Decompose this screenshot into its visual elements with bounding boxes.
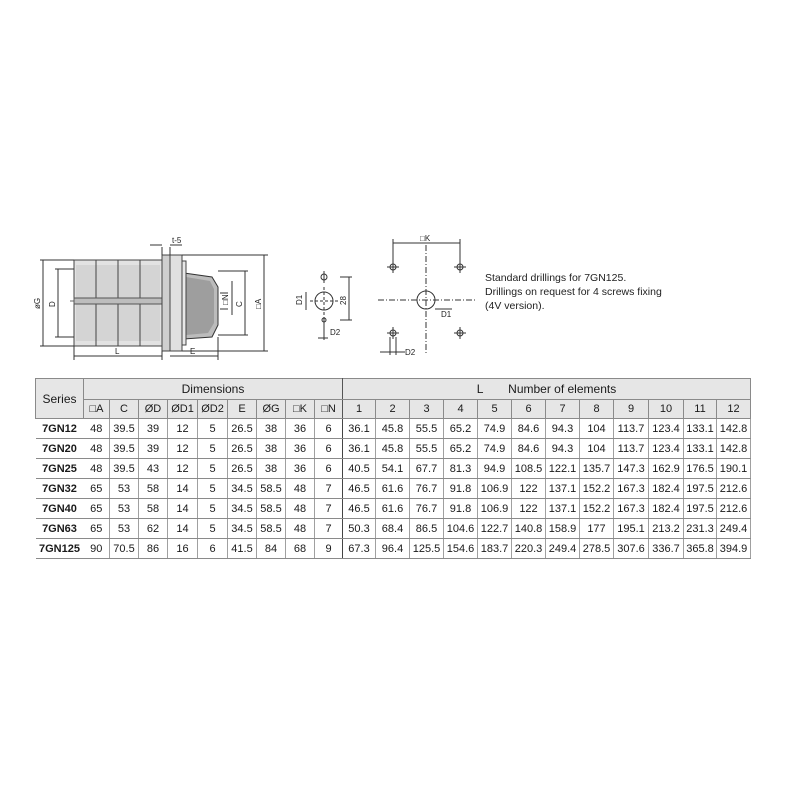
dimension-cell: 6 xyxy=(315,459,343,479)
column-headers xyxy=(36,400,751,419)
length-cell: 249.4 xyxy=(717,519,751,539)
dimension-cell: 86 xyxy=(139,539,168,559)
element-column-header: 8 xyxy=(580,400,614,419)
length-cell: 167.3 xyxy=(614,479,649,499)
length-cell: 135.7 xyxy=(580,459,614,479)
dimension-cell: 70.5 xyxy=(110,539,139,559)
series-header: Series xyxy=(36,379,84,419)
length-cell: 113.7 xyxy=(614,439,649,459)
dimensions-table xyxy=(35,378,751,559)
length-cell: 50.3 xyxy=(343,519,376,539)
element-column-header: 6 xyxy=(512,400,546,419)
length-cell: 142.8 xyxy=(717,419,751,439)
length-cell: 65.2 xyxy=(444,439,478,459)
dimension-cell: 5 xyxy=(198,499,228,519)
length-cell: 61.6 xyxy=(376,499,410,519)
length-cell: 45.8 xyxy=(376,419,410,439)
dimension-cell: 84 xyxy=(257,539,286,559)
length-cell: 67.7 xyxy=(410,459,444,479)
dim-label-d1-right: D1 xyxy=(441,310,452,319)
length-cell: 167.3 xyxy=(614,499,649,519)
dimension-cell: 38 xyxy=(257,419,286,439)
length-cell: 123.4 xyxy=(649,419,684,439)
series-cell: 7GN125 xyxy=(36,539,84,559)
table-row xyxy=(36,519,751,539)
length-cell: 190.1 xyxy=(717,459,751,479)
dim-column-header: □K xyxy=(286,400,315,419)
length-cell: 61.6 xyxy=(376,479,410,499)
length-cell: 137.1 xyxy=(546,499,580,519)
dimension-cell: 26.5 xyxy=(228,419,257,439)
length-cell: 113.7 xyxy=(614,419,649,439)
drilling-notes xyxy=(485,271,662,313)
length-cell: 84.6 xyxy=(512,439,546,459)
dim-label-g: øG xyxy=(33,297,42,309)
element-column-header: 9 xyxy=(614,400,649,419)
dimension-cell: 14 xyxy=(168,519,198,539)
dimension-cell: 65 xyxy=(84,479,110,499)
note-line-2: Drillings on request for 4 screws fixing xyxy=(485,286,662,298)
dim-column-header: C xyxy=(110,400,139,419)
length-cell: 142.8 xyxy=(717,439,751,459)
length-cell: 104.6 xyxy=(444,519,478,539)
dimension-cell: 65 xyxy=(84,519,110,539)
dim-column-header: ØD1 xyxy=(168,400,198,419)
dimension-cell: 58 xyxy=(139,499,168,519)
dimension-cell: 6 xyxy=(198,539,228,559)
side-view-drawing xyxy=(40,245,268,360)
length-cell: 40.5 xyxy=(343,459,376,479)
length-cell: 91.8 xyxy=(444,479,478,499)
dimension-cell: 12 xyxy=(168,459,198,479)
length-cell: 213.2 xyxy=(649,519,684,539)
dimension-cell: 48 xyxy=(84,439,110,459)
dim-label-a: □A xyxy=(254,298,263,309)
dimension-cell: 39 xyxy=(139,439,168,459)
technical-drawings xyxy=(0,225,800,365)
table-row xyxy=(36,499,751,519)
length-cell: 86.5 xyxy=(410,519,444,539)
series-cell: 7GN32 xyxy=(36,479,84,499)
dimension-cell: 53 xyxy=(110,499,139,519)
dimension-cell: 36 xyxy=(286,459,315,479)
length-cell: 182.4 xyxy=(649,479,684,499)
dimension-cell: 38 xyxy=(257,459,286,479)
length-cell: 147.3 xyxy=(614,459,649,479)
dimension-cell: 7 xyxy=(315,479,343,499)
dim-label-l: L xyxy=(115,347,120,356)
dimension-cell: 5 xyxy=(198,479,228,499)
dimensions-header: Dimensions xyxy=(84,379,343,400)
length-cell: 46.5 xyxy=(343,479,376,499)
dimension-cell: 9 xyxy=(315,539,343,559)
length-cell: 94.3 xyxy=(546,439,580,459)
table-row xyxy=(36,439,751,459)
dimension-cell: 41.5 xyxy=(228,539,257,559)
length-cell: 84.6 xyxy=(512,419,546,439)
dimension-cell: 58.5 xyxy=(257,499,286,519)
dimension-cell: 68 xyxy=(286,539,315,559)
length-cell: 68.4 xyxy=(376,519,410,539)
dimension-cell: 53 xyxy=(110,479,139,499)
length-cell: 36.1 xyxy=(343,439,376,459)
element-column-header: 3 xyxy=(410,400,444,419)
dimension-cell: 39 xyxy=(139,419,168,439)
length-cell: 278.5 xyxy=(580,539,614,559)
length-cell: 154.6 xyxy=(444,539,478,559)
length-cell: 307.6 xyxy=(614,539,649,559)
dimension-cell: 36 xyxy=(286,439,315,459)
dimension-cell: 58.5 xyxy=(257,519,286,539)
length-cell: 106.9 xyxy=(478,499,512,519)
length-cell: 152.2 xyxy=(580,499,614,519)
length-cell: 336.7 xyxy=(649,539,684,559)
length-cell: 197.5 xyxy=(684,499,717,519)
dim-column-header: ØG xyxy=(257,400,286,419)
dimension-cell: 65 xyxy=(84,499,110,519)
dimension-cell: 58.5 xyxy=(257,479,286,499)
length-cell: 125.5 xyxy=(410,539,444,559)
element-column-header: 1 xyxy=(343,400,376,419)
element-column-header: 2 xyxy=(376,400,410,419)
length-cell: 394.9 xyxy=(717,539,751,559)
length-cell: 183.7 xyxy=(478,539,512,559)
dimension-cell: 5 xyxy=(198,459,228,479)
length-cell: 76.7 xyxy=(410,479,444,499)
note-line-1: Standard drillings for 7GN125. xyxy=(485,272,627,284)
length-cell: 176.5 xyxy=(684,459,717,479)
element-column-header: 10 xyxy=(649,400,684,419)
l-header: L xyxy=(476,382,484,396)
length-cell: 94.9 xyxy=(478,459,512,479)
length-cell: 94.3 xyxy=(546,419,580,439)
table-body xyxy=(36,419,751,559)
dimension-cell: 48 xyxy=(286,519,315,539)
length-cell: 123.4 xyxy=(649,439,684,459)
length-cell: 212.6 xyxy=(717,479,751,499)
dimension-cell: 39.5 xyxy=(110,459,139,479)
element-column-header: 5 xyxy=(478,400,512,419)
dimension-cell: 48 xyxy=(286,479,315,499)
dim-label-k: □K xyxy=(420,234,431,243)
length-cell: 122 xyxy=(512,479,546,499)
dim-column-header: E xyxy=(228,400,257,419)
length-cell: 182.4 xyxy=(649,499,684,519)
series-cell: 7GN63 xyxy=(36,519,84,539)
length-cell: 365.8 xyxy=(684,539,717,559)
dim-label-d1-left: D1 xyxy=(295,294,304,305)
dimension-cell: 12 xyxy=(168,419,198,439)
dim-label-t: t-5 xyxy=(172,236,182,245)
series-cell: 7GN12 xyxy=(36,419,84,439)
dimension-cell: 39.5 xyxy=(110,439,139,459)
length-cell: 177 xyxy=(580,519,614,539)
element-column-header: 12 xyxy=(717,400,751,419)
dimension-cell: 34.5 xyxy=(228,479,257,499)
length-cell: 55.5 xyxy=(410,419,444,439)
length-cell: 106.9 xyxy=(478,479,512,499)
dim-label-28: 28 xyxy=(339,296,348,305)
dimension-cell: 48 xyxy=(84,459,110,479)
note-line-3: (4V version). xyxy=(485,300,545,312)
dimension-cell: 5 xyxy=(198,419,228,439)
dimension-cell: 53 xyxy=(110,519,139,539)
dimension-cell: 14 xyxy=(168,479,198,499)
table-row xyxy=(36,459,751,479)
dimension-cell: 39.5 xyxy=(110,419,139,439)
dimension-cell: 7 xyxy=(315,499,343,519)
length-cell: 137.1 xyxy=(546,479,580,499)
dimension-cell: 16 xyxy=(168,539,198,559)
dimension-cell: 26.5 xyxy=(228,459,257,479)
length-cell: 54.1 xyxy=(376,459,410,479)
element-column-header: 7 xyxy=(546,400,580,419)
dimension-cell: 62 xyxy=(139,519,168,539)
drilling-pattern-right xyxy=(378,239,476,355)
dim-label-e: E xyxy=(190,347,196,356)
length-cell: 231.3 xyxy=(684,519,717,539)
length-cell: 55.5 xyxy=(410,439,444,459)
length-cell: 122.7 xyxy=(478,519,512,539)
length-cell: 249.4 xyxy=(546,539,580,559)
length-cell: 81.3 xyxy=(444,459,478,479)
dimension-cell: 48 xyxy=(84,419,110,439)
element-column-header: 11 xyxy=(684,400,717,419)
dimension-cell: 34.5 xyxy=(228,499,257,519)
table-row xyxy=(36,479,751,499)
length-cell: 122 xyxy=(512,499,546,519)
length-cell: 74.9 xyxy=(478,419,512,439)
table-row xyxy=(36,419,751,439)
length-cell: 162.9 xyxy=(649,459,684,479)
drawing-svg xyxy=(0,225,800,365)
dimension-cell: 14 xyxy=(168,499,198,519)
dim-label-d: D xyxy=(48,301,57,307)
length-cell: 45.8 xyxy=(376,439,410,459)
dimension-cell: 12 xyxy=(168,439,198,459)
dim-column-header: □N xyxy=(315,400,343,419)
length-cell: 104 xyxy=(580,439,614,459)
length-cell: 133.1 xyxy=(684,419,717,439)
length-cell: 158.9 xyxy=(546,519,580,539)
number-of-elements-header xyxy=(343,379,751,400)
dimension-cell: 6 xyxy=(315,419,343,439)
dimension-cell: 5 xyxy=(198,519,228,539)
table-row xyxy=(36,539,751,559)
element-column-header: 4 xyxy=(444,400,478,419)
length-cell: 140.8 xyxy=(512,519,546,539)
dimension-cell: 43 xyxy=(139,459,168,479)
length-cell: 133.1 xyxy=(684,439,717,459)
dimension-cell: 7 xyxy=(315,519,343,539)
dimension-cell: 90 xyxy=(84,539,110,559)
length-cell: 122.1 xyxy=(546,459,580,479)
dimension-cell: 36 xyxy=(286,419,315,439)
series-cell: 7GN25 xyxy=(36,459,84,479)
dim-column-header: ØD xyxy=(139,400,168,419)
length-cell: 65.2 xyxy=(444,419,478,439)
length-cell: 96.4 xyxy=(376,539,410,559)
dimension-cell: 6 xyxy=(315,439,343,459)
dimension-cell: 58 xyxy=(139,479,168,499)
series-cell: 7GN20 xyxy=(36,439,84,459)
length-cell: 197.5 xyxy=(684,479,717,499)
elements-header: Number of elements xyxy=(508,382,617,396)
dim-column-header: ØD2 xyxy=(198,400,228,419)
dimension-cell: 26.5 xyxy=(228,439,257,459)
length-cell: 91.8 xyxy=(444,499,478,519)
dimension-cell: 38 xyxy=(257,439,286,459)
length-cell: 76.7 xyxy=(410,499,444,519)
length-cell: 220.3 xyxy=(512,539,546,559)
dimension-cell: 48 xyxy=(286,499,315,519)
dim-label-d2-right: D2 xyxy=(405,348,416,357)
length-cell: 212.6 xyxy=(717,499,751,519)
dimension-cell: 34.5 xyxy=(228,519,257,539)
dimension-cell: 5 xyxy=(198,439,228,459)
dim-label-d2-left: D2 xyxy=(330,328,341,337)
length-cell: 36.1 xyxy=(343,419,376,439)
length-cell: 46.5 xyxy=(343,499,376,519)
length-cell: 67.3 xyxy=(343,539,376,559)
length-cell: 152.2 xyxy=(580,479,614,499)
series-cell: 7GN40 xyxy=(36,499,84,519)
length-cell: 108.5 xyxy=(512,459,546,479)
dim-column-header: □A xyxy=(84,400,110,419)
length-cell: 74.9 xyxy=(478,439,512,459)
length-cell: 195.1 xyxy=(614,519,649,539)
dim-label-c: C xyxy=(235,301,244,307)
dim-label-n: □N xyxy=(221,294,230,305)
length-cell: 104 xyxy=(580,419,614,439)
